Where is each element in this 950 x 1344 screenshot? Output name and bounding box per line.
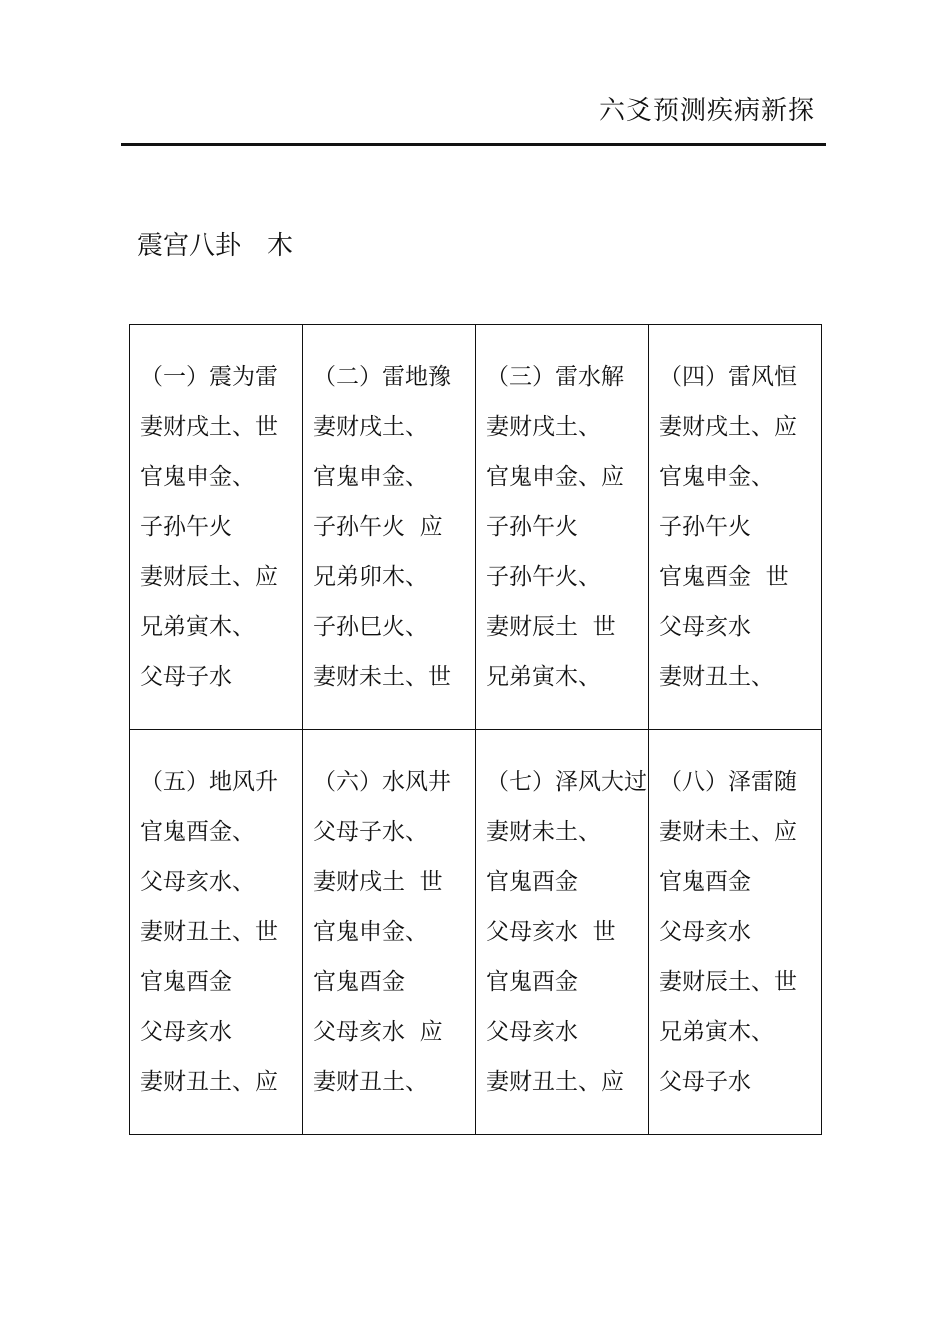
yao-line: 官鬼申金、应 <box>486 464 624 490</box>
yao-line: 妻财戌土、世 <box>140 414 278 440</box>
yao-line: 妻财未土、应 <box>659 819 797 845</box>
yao-line: 兄弟寅木、 <box>486 664 601 690</box>
yao-line: 子孙午火 应 <box>313 514 443 540</box>
hexagram-cell <box>303 325 476 730</box>
yao-line: 妻财戌土、 <box>313 414 428 440</box>
yao-line: 官鬼申金、 <box>659 464 774 490</box>
yao-line: 妻财未土、 <box>486 819 601 845</box>
yao-line: 子孙巳火、 <box>313 614 428 640</box>
yao-line: 父母亥水 <box>486 1019 578 1045</box>
hexagram-table <box>129 324 822 1135</box>
hexagram-name: （二）雷地豫 <box>313 364 451 390</box>
hexagram-name: （五）地风升 <box>140 769 278 795</box>
yao-line: 妻财戌土、应 <box>659 414 797 440</box>
hexagram-name: （四）雷风恒 <box>659 364 797 390</box>
hexagram-cell <box>476 730 649 1135</box>
hexagram-name: （六）水风井 <box>313 769 451 795</box>
yao-line: 父母子水 <box>659 1069 751 1095</box>
yao-line: 官鬼酉金 <box>486 869 578 895</box>
hexagram-cell <box>649 325 822 730</box>
yao-line: 父母亥水 <box>659 614 751 640</box>
yao-line: 妻财丑土、 <box>659 664 774 690</box>
yao-line: 兄弟卯木、 <box>313 564 428 590</box>
hexagram-cell <box>130 730 303 1135</box>
yao-line: 官鬼酉金、 <box>140 819 255 845</box>
yao-line: 官鬼申金、 <box>313 919 428 945</box>
table-row <box>130 325 822 730</box>
hexagram-name: （八）泽雷随 <box>659 769 797 795</box>
page-header-title: 六爻预测疾病新探 <box>598 96 815 126</box>
table-row <box>130 730 822 1135</box>
hexagram-cell <box>303 730 476 1135</box>
yao-line: 妻财未土、世 <box>313 664 451 690</box>
yao-line: 父母子水 <box>140 664 232 690</box>
yao-line: 官鬼酉金 <box>140 969 232 995</box>
yao-line: 子孙午火 <box>140 514 232 540</box>
yao-line: 妻财辰土、世 <box>659 969 797 995</box>
hexagram-cell <box>476 325 649 730</box>
yao-line: 兄弟寅木、 <box>140 614 255 640</box>
yao-line: 官鬼申金、 <box>140 464 255 490</box>
yao-line: 妻财丑土、 <box>313 1069 428 1095</box>
yao-line: 父母亥水 <box>659 919 751 945</box>
hexagram-name: （七）泽风大过 <box>486 769 647 795</box>
hexagram-name: （三）雷水解 <box>486 364 624 390</box>
yao-line: 妻财丑土、应 <box>140 1069 278 1095</box>
yao-line: 官鬼酉金 <box>659 869 751 895</box>
yao-line: 妻财辰土 世 <box>486 614 616 640</box>
yao-line: 子孙午火、 <box>486 564 601 590</box>
yao-line: 父母子水、 <box>313 819 428 845</box>
yao-line: 子孙午火 <box>659 514 751 540</box>
yao-line: 妻财戌土 世 <box>313 869 443 895</box>
yao-line: 官鬼酉金 世 <box>659 564 789 590</box>
hexagram-cell <box>649 730 822 1135</box>
section-title: 震宫八卦 木 <box>137 231 294 261</box>
yao-line: 妻财丑土、世 <box>140 919 278 945</box>
yao-line: 父母亥水 <box>140 1019 232 1045</box>
yao-line: 官鬼申金、 <box>313 464 428 490</box>
yao-line: 父母亥水 应 <box>313 1019 443 1045</box>
yao-line: 官鬼酉金 <box>313 969 405 995</box>
yao-line: 妻财戌土、 <box>486 414 601 440</box>
yao-line: 父母亥水 世 <box>486 919 616 945</box>
yao-line: 兄弟寅木、 <box>659 1019 774 1045</box>
header-divider <box>121 143 826 146</box>
yao-line: 官鬼酉金 <box>486 969 578 995</box>
yao-line: 妻财丑土、应 <box>486 1069 624 1095</box>
yao-line: 妻财辰土、应 <box>140 564 278 590</box>
yao-line: 父母亥水、 <box>140 869 255 895</box>
yao-line: 子孙午火 <box>486 514 578 540</box>
hexagram-name: （一）震为雷 <box>140 364 278 390</box>
hexagram-cell <box>130 325 303 730</box>
